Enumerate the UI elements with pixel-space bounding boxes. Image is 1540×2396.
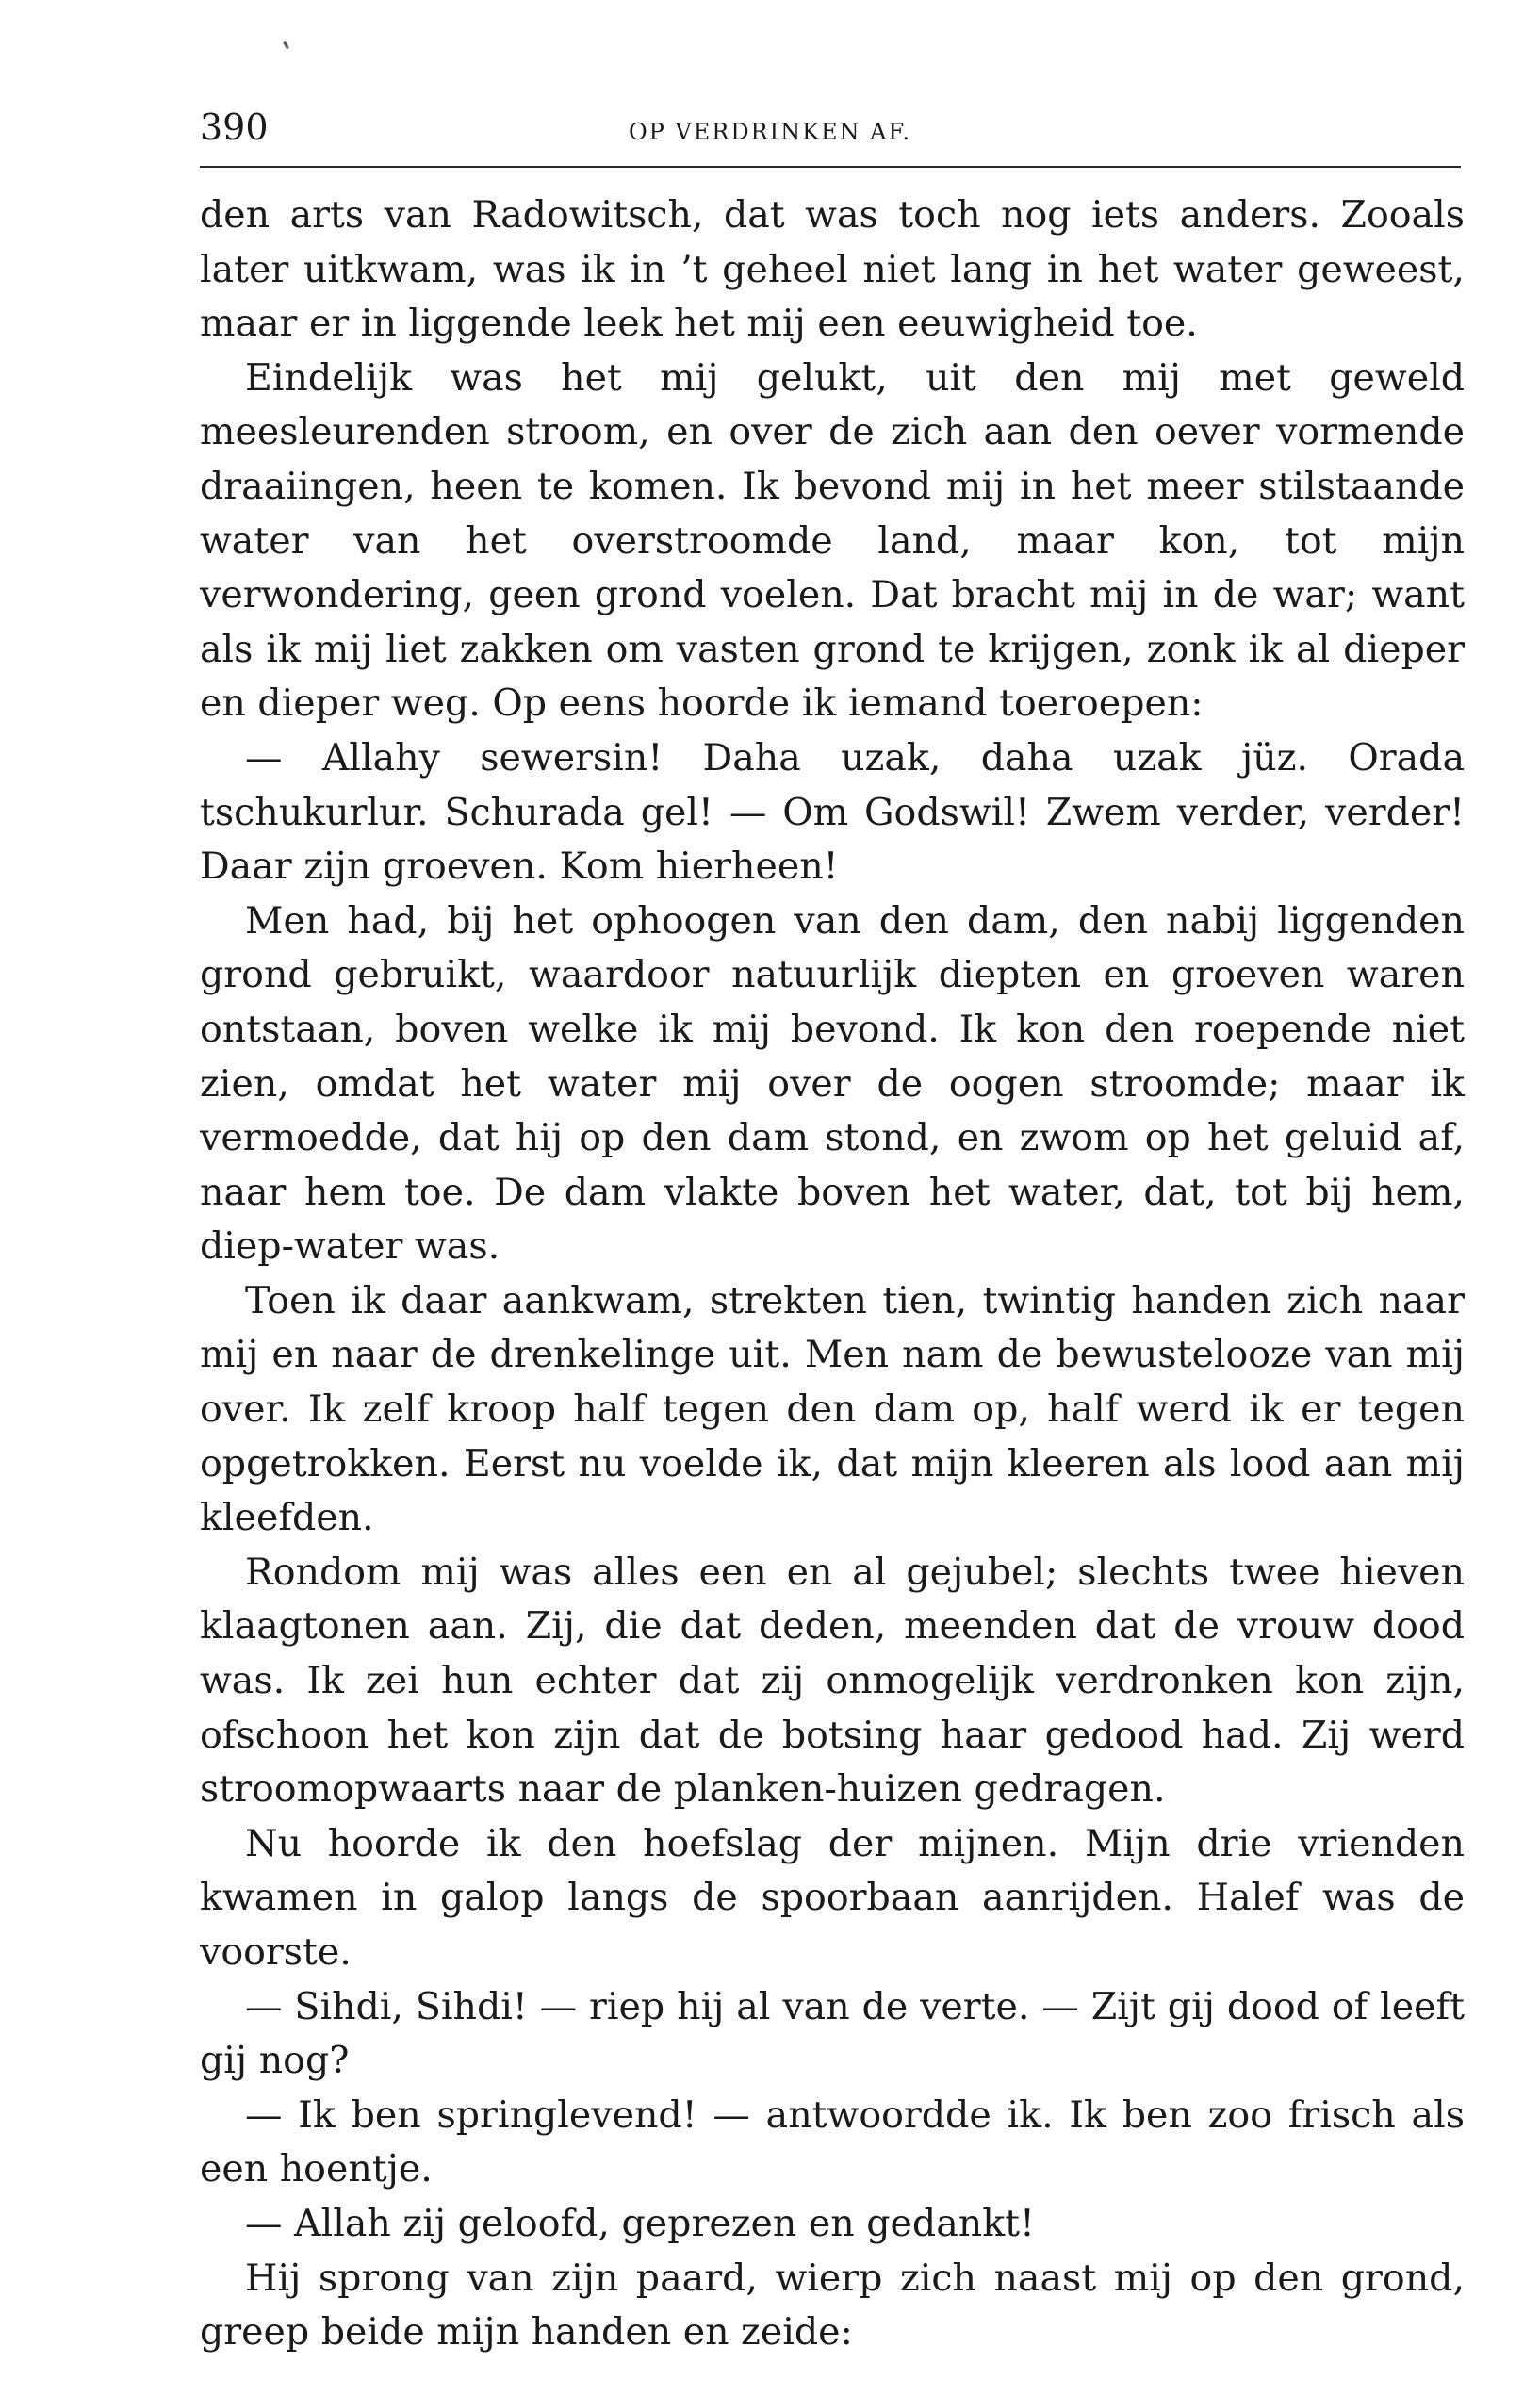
- header-rule: [200, 166, 1461, 168]
- paragraph-2: Eindelijk was het mij gelukt, uit den mij met geweld meesleurenden stroom, en over de zich aan den oever vormende draaiingen, heen te komen. Ik bevond mij in het meer stilstaande water van het overstroomde land, maar kon, tot mijn verwondering, geen grond voelen. Dat bracht mij in de war; want als ik mij liet zakken om vasten grond te krijgen, zonk ik al dieper en dieper weg. Op eens hoorde ik iemand toeroepen:: [200, 355, 1465, 726]
- body-text: [200, 189, 1465, 2360]
- paragraph-6: Rondom mij was alles een en al gejubel; slechts twee hieven klaagtonen aan. Zij, die dat deden, meenden dat de vrouw dood was. Ik zei hun echter dat zij onmogelijk verdronken kon zijn, ofschoon het kon zijn dat de botsing haar gedood had. Zij werd stroomopwaarts naar de planken-huizen gedragen.: [200, 1550, 1465, 1812]
- paragraph-10: — Allah zij geloofd, geprezen en gedankt!: [245, 2201, 1035, 2245]
- paragraph-11: Hij sprong van zijn paard, wierp zich naast mij op den grond, greep beide mijn handen en zeide:: [200, 2256, 1465, 2355]
- paragraph-7: Nu hoorde ik den hoefslag der mijnen. Mijn drie vrienden kwamen in galop langs de spoorbaan aanrijden. Halef was de voorste.: [200, 1821, 1465, 1974]
- print-speck: [283, 41, 289, 49]
- paragraph-5: Toen ik daar aankwam, strekten tien, twintig handen zich naar mij en naar de drenkelinge uit. Men nam de bewustelooze van mij over. Ik zelf kroop half tegen den dam op, half werd ik er tegen opgetrokken. Eerst nu voelde ik, dat mijn kleeren als lood aan mij kleefden.: [200, 1278, 1465, 1540]
- paragraph-4: Men had, bij het ophoogen van den dam, den nabij liggenden grond gebruikt, waardoor natuurlijk diepten en groeven waren ontstaan, boven welke ik mij bevond. Ik kon den roepende niet zien, omdat het water mij over de oogen stroomde; maar ik vermoedde, dat hij op den dam stond, en zwom op het geluid af, naar hem toe. De dam vlakte boven het water, dat, tot bij hem, diep-water was.: [200, 898, 1465, 1269]
- paragraph-9: — Ik ben springlevend! — antwoordde ik. Ik ben zoo frisch als een hoentje.: [200, 2092, 1465, 2191]
- running-head: OP VERDRINKEN AF.: [628, 119, 912, 145]
- paragraph-8: — Sihdi, Sihdi! — riep hij al van de verte. — Zijt gij dood of leeft gij nog?: [200, 1984, 1465, 2083]
- page-number: 390: [200, 107, 269, 148]
- paragraph-3: — Allahy sewersin! Daha uzak, daha uzak jüz. Orada tschukurlur. Schurada gel! — Om Godswil! Zwem verder, verder! Daar zijn groeven. Kom hierheen!: [200, 735, 1465, 889]
- paragraph-1: den arts van Radowitsch, dat was toch nog iets anders. Zooals later uitkwam, was ik in ’t geheel niet lang in het water geweest, maar er in liggende leek het mij een eeuwigheid toe.: [200, 193, 1465, 346]
